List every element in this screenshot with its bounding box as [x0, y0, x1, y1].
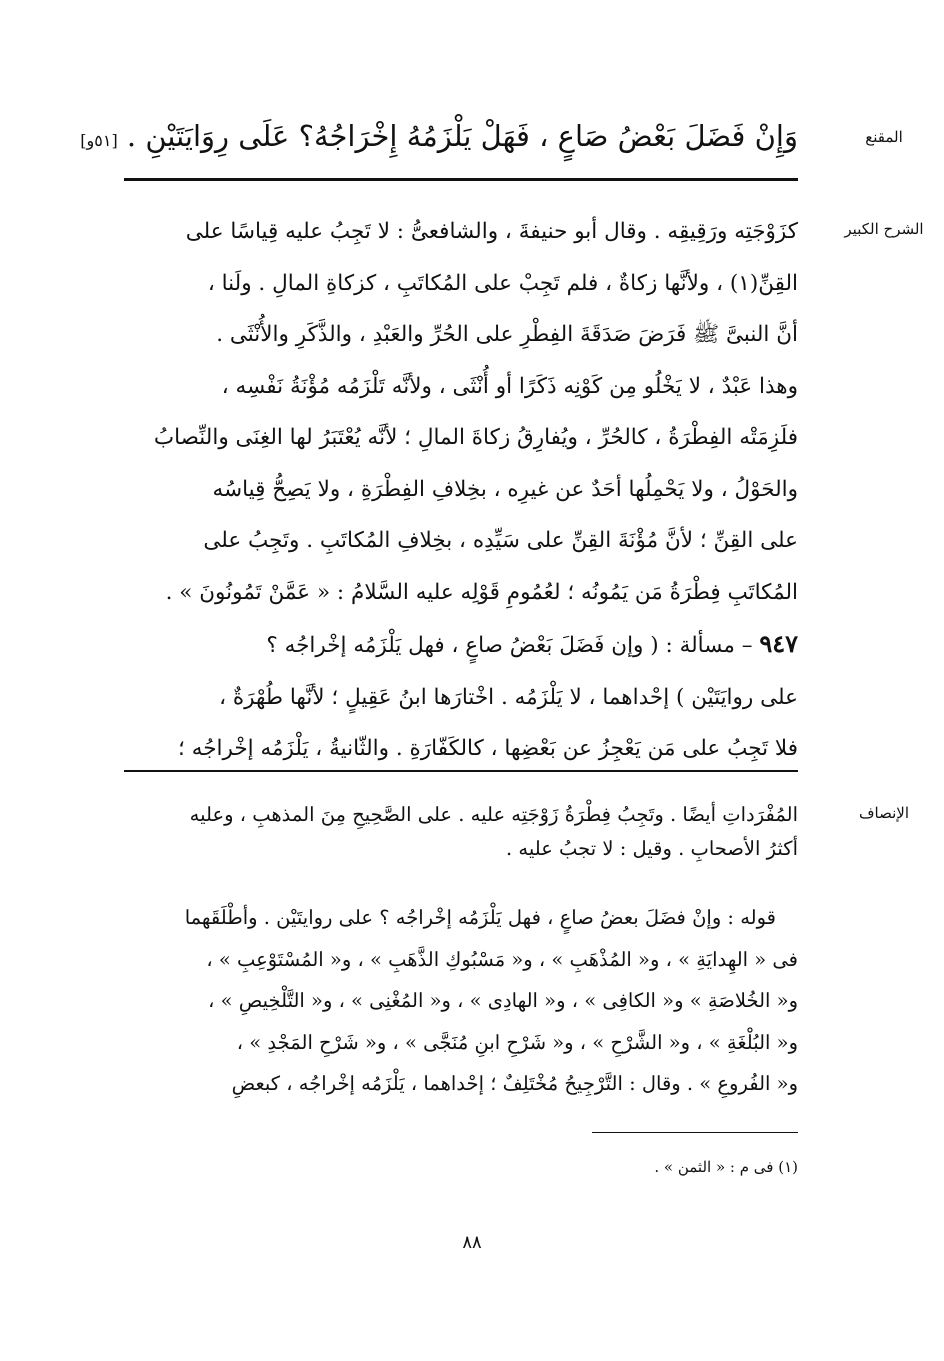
sharh-line: القِنِّ(١) ، ولأنَّها زكاةٌ ، فلم تَجِبْ على المُكاتَبِ ، كزكاةِ المالِ . ولَنا ، [207, 270, 798, 296]
insaf-line: و« البُلْغَةِ » ، و« الشَّرْحِ » ، و« شَرْحِ ابنِ مُنَجَّى » ، و« شَرْحِ المَجْدِ » ، [236, 1030, 798, 1054]
header-rule [124, 178, 798, 181]
sharh-line: كزَوْجَتِه ورَقِيقِه . وقال أبو حنيفةَ ، والشافعىُّ : لا تَجِبُ عليه قِياسًا على [185, 219, 798, 244]
muqni-text [80, 114, 798, 163]
sharh-line: على القِنِّ ؛ لأنَّ مُؤْنَةَ القِنِّ على سَيِّدِه ، بخِلافِ المُكاتَبِ . وتَجِبُ على [203, 528, 798, 553]
manuscript-ref: [٥١و] [80, 131, 118, 150]
masala-line [118, 618, 798, 672]
sharh-line: وهذا عَبْدٌ ، لا يَخْلُو مِن كَوْنِه ذَكَرًا أو أُنْثَى ، ولأنَّه تَلْزَمُه مُؤْنَةُ نَفْسِه ، [221, 373, 798, 399]
sharh-text [118, 206, 798, 775]
sharh-label: الشرح الكبير [844, 220, 924, 238]
sharh-line: أنَّ النبىَّ ﷺ فَرَضَ صَدَقَةَ الفِطْرِ على الحُرِّ والعَبْدِ ، والذَّكَرِ والأُنْثَى . [216, 322, 798, 347]
insaf-line: فى « الهِدايَةِ » ، و« المُذْهَبِ » ، و« مَسْبُوكِ الذَّهَبِ » ، و« المُسْتَوْعِبِ » ، [206, 947, 798, 971]
sharh-line: على روايَتَيْن ) إحْداهما ، لا يَلْزَمُه . اخْتارَها ابنُ عَقِيلٍ ؛ لأنَّها طُهْرَةٌ ، [219, 684, 798, 710]
sharh-line: المُكاتَبِ فِطْرَةُ مَن يَمُونُه ؛ لعُمُومِ قَوْلِه عليه السَّلامُ : « عَمَّنْ تَمُونُونَ » . [165, 579, 798, 605]
insaf-line: و« الفُروعِ » . وقال : التَّرْجِيحُ مُخْتَلِفٌ ؛ إحْداهما ، يَلْزَمُه إخْراجُه ، كبعضِ [231, 1072, 798, 1095]
insaf-p2 [118, 897, 798, 1105]
sharh-line: فلا تَجِبُ على مَن يَعْجِزُ عن بَعْضِها ، كالكَفّارَةِ . والثّانيةُ ، يَلْزَمُه إخْراجُه ؛ [178, 736, 798, 761]
muqni-main: وَإِنْ فَضَلَ بَعْضُ صَاعٍ ، فَهَلْ يَلْزَمُهُ إِخْرَاجُهُ؟ عَلَى رِوَايَتَيْنِ . [126, 119, 798, 153]
footnote-rule [592, 1132, 798, 1133]
page-number: ٨٨ [462, 1232, 482, 1253]
sharh-line: والحَوْلُ ، ولا يَحْمِلُها أحَدٌ عن غيرِه ، بخِلافِ الفِطْرَةِ ، ولا يَصِحُّ قِياسُه [212, 476, 798, 502]
section-rule [124, 770, 798, 772]
masala-number: ٩٤٧ [759, 629, 798, 658]
insaf-line: أكثرُ الأصحابِ . وقيل : لا تجبُ عليه . [506, 836, 798, 860]
insaf-label: الإنصاف [858, 804, 910, 822]
footnote: (١) فى م : « الثمن » . [654, 1158, 798, 1176]
insaf-line: المُفْرَداتِ أيضًا . وتَجِبُ فِطْرَةُ زَوْجَتِه عليه . على الصَّحِيحِ مِنَ المذهبِ ، وعليه [189, 803, 798, 826]
insaf-line: و« الخُلاصَةِ » و« الكافِى » ، و« الهادِى » ، و« المُغْنِى » ، و« التَّلْخِيصِ » ، [208, 989, 798, 1012]
insaf-p1 [118, 798, 798, 865]
masala-heading: – مسألة : ( وإن فَضَلَ بَعْضُ صاعٍ ، فهل يَلْزَمُه إخْراجُه ؟ [266, 633, 753, 658]
insaf-line: قوله : وإنْ فضَلَ بعضُ صاعٍ ، فهل يَلْزَمُه إخْراجُه ؟ على روايتَيْن . وأطْلَقَهما [184, 906, 776, 929]
muqni-label: المقنع [865, 128, 903, 146]
sharh-line: فلَزِمَتْه الفِطْرَةُ ، كالحُرِّ ، ويُفارِقُ زكاةَ المالِ ؛ لأنَّه يُعْتَبَرُ لها الغِنَى والنِّصابُ [153, 425, 798, 450]
